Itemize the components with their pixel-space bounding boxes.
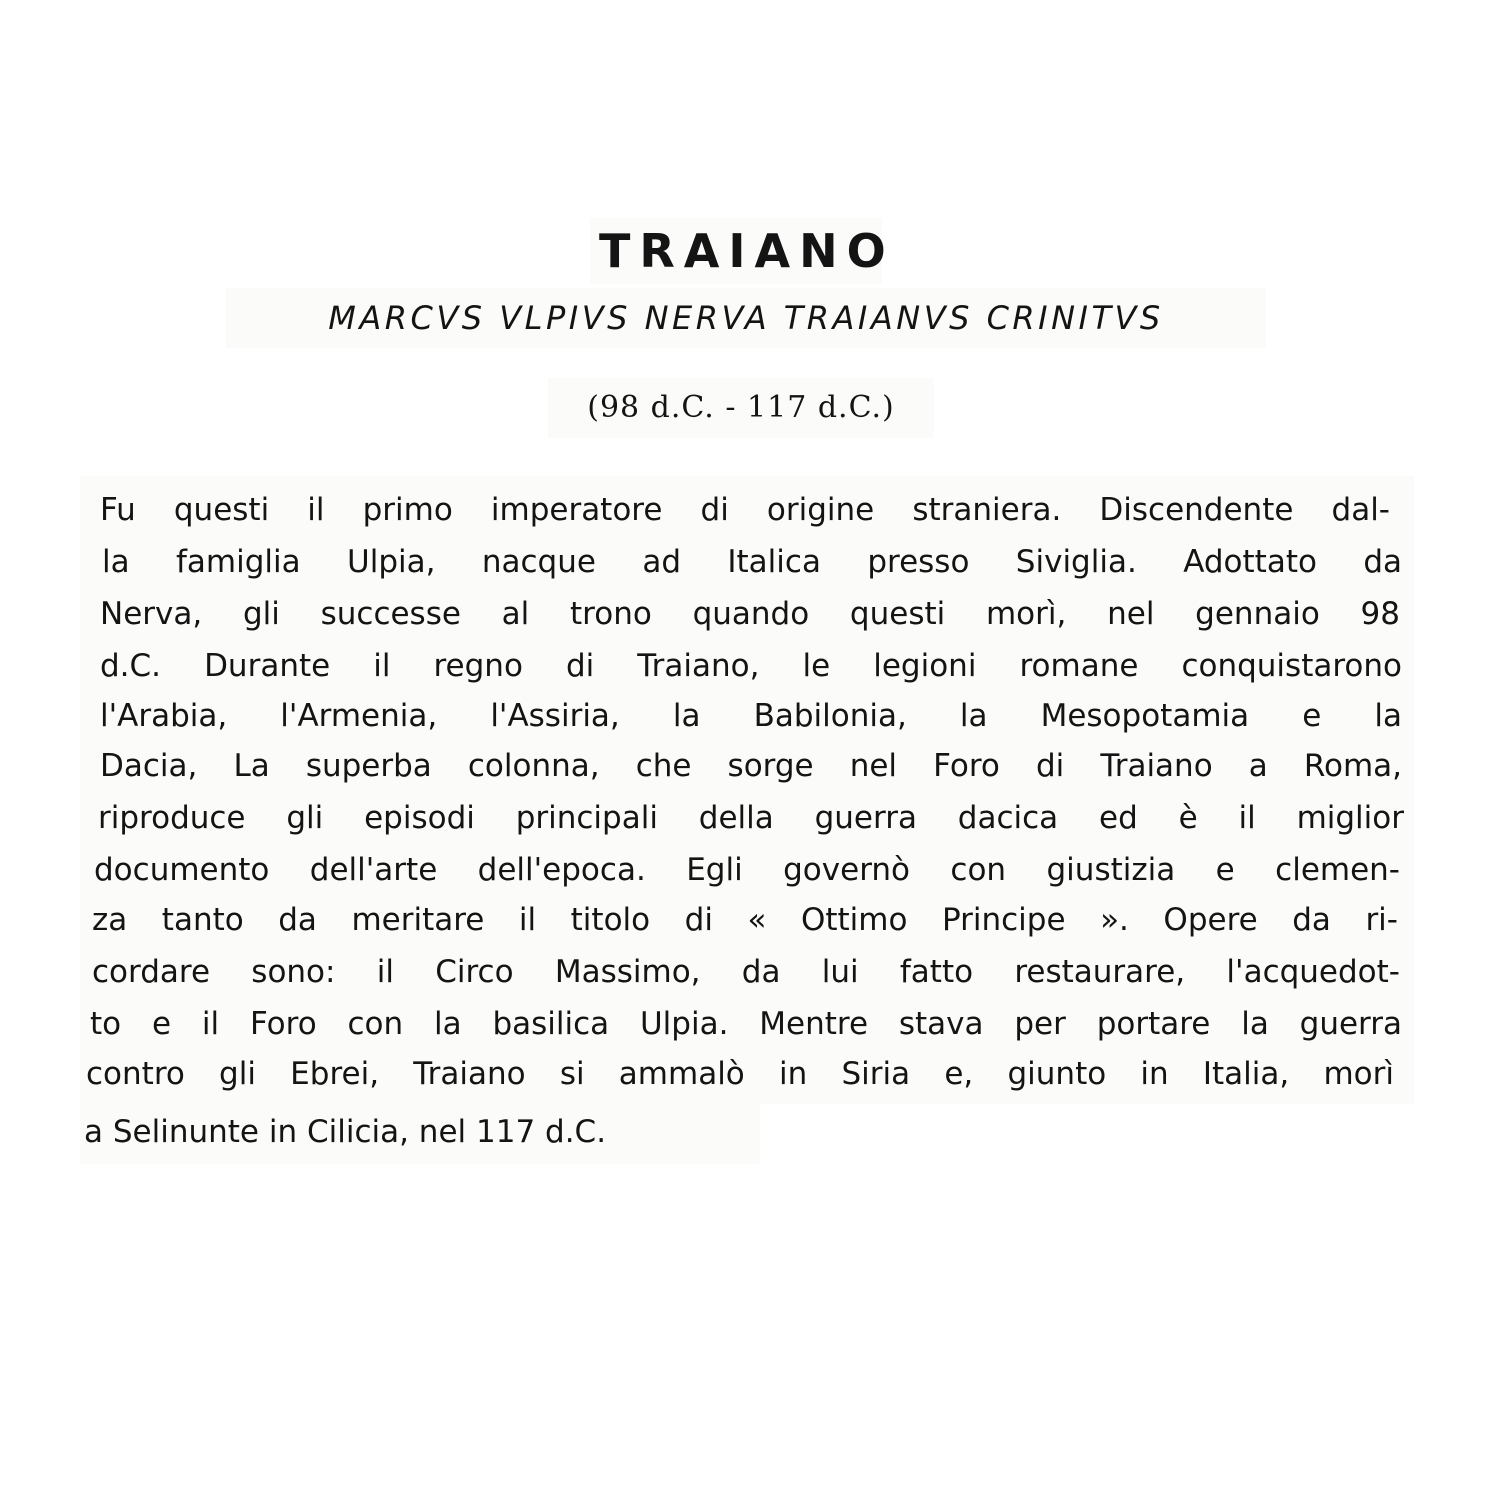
body-line: to e il Foro con la basilica Ulpia. Mentre stava per portare la guerra	[90, 1006, 1402, 1042]
body-last-clipping	[80, 1104, 760, 1164]
body-line: a Selinunte in Cilicia, nel 117 d.C.	[84, 1114, 607, 1150]
body-line: riproduce gli episodi principali della guerra dacica ed è il miglior	[98, 800, 1404, 836]
body-line: la famiglia Ulpia, nacque ad Italica presso Siviglia. Adottato da	[102, 544, 1402, 580]
latin-name: MARCVS VLPIVS NERVA TRAIANVS CRINITVS	[328, 299, 1164, 337]
dates-clipping	[548, 378, 934, 438]
reign-dates: (98 d.C. - 117 d.C.)	[587, 390, 895, 425]
body-line: za tanto da meritare il titolo di « Ottimo Principe ». Opere da ri-	[92, 902, 1398, 938]
body-line: documento dell'arte dell'epoca. Egli governò con giustizia e clemen-	[94, 852, 1400, 888]
body-line: Fu questi il primo imperatore di origine straniera. Discendente dal-	[100, 492, 1390, 528]
body-line: contro gli Ebrei, Traiano si ammalò in Siria e, giunto in Italia, morì	[86, 1056, 1394, 1092]
body-line: d.C. Durante il regno di Traiano, le legioni romane conquistarono	[100, 648, 1402, 684]
body-line: cordare sono: il Circo Massimo, da lui fatto restaurare, l'acquedot-	[92, 954, 1400, 990]
body-line: l'Arabia, l'Armenia, l'Assiria, la Babilonia, la Mesopotamia e la	[100, 698, 1402, 734]
body-line: Nerva, gli successe al trono quando questi morì, nel gennaio 98	[100, 596, 1400, 632]
body-line: Dacia, La superba colonna, che sorge nel Foro di Traiano a Roma,	[100, 748, 1402, 784]
body-clipping	[80, 476, 1414, 1104]
page-title: TRAIANO	[599, 224, 895, 278]
title-clipping	[590, 218, 895, 284]
latin-name-clipping	[226, 288, 1266, 348]
